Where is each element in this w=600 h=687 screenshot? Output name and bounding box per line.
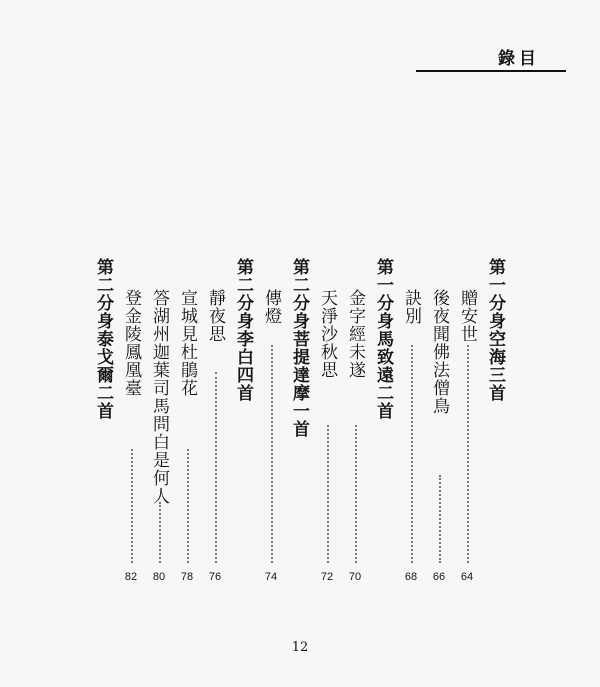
dot-leader [439,475,441,563]
toc-entry-text: 宣城見杜鵑花 [177,289,197,397]
toc-entry-text: 靜夜思 [205,289,225,343]
toc-page-number: 70 [348,571,362,583]
toc-entry-text: 傳燈 [261,289,281,325]
toc-page-number: 80 [152,571,166,583]
toc-page-number: 72 [320,571,334,583]
toc-page-number: 82 [124,571,138,583]
toc-entry-text: 金字經未遂 [345,289,365,379]
dot-leader [411,345,413,563]
dot-leader [215,372,217,563]
dot-leader [271,345,273,563]
page-number-footer: 12 [291,640,309,655]
dot-leader [159,502,161,563]
toc-entry-text: 答湖州迦葉司馬問白是何人 [149,289,169,505]
toc-page-number: 74 [264,571,278,583]
section-heading: 第二分身泰戈爾二首 [93,258,113,420]
section-heading: 第一分身空海三首 [485,258,505,402]
toc-page-number: 78 [180,571,194,583]
dot-leader [355,425,357,563]
dot-leader [467,345,469,563]
toc-entry-text: 贈安世 [457,289,477,343]
toc-title: 錄目 [498,49,540,69]
toc-entry-text: 登金陵鳳凰臺 [121,289,141,397]
toc-entry-text: 後夜聞佛法僧鳥 [429,289,449,415]
toc-page-number: 68 [404,571,418,583]
toc-entry-text: 天淨沙秋思 [317,289,337,379]
toc-page-number: 66 [432,571,446,583]
section-heading: 第一分身馬致遠二首 [373,258,393,420]
toc-page-number: 76 [208,571,222,583]
title-rule [416,70,566,72]
section-heading: 第二分身菩提達摩一首 [289,258,309,438]
dot-leader [327,425,329,563]
toc-page-number: 64 [460,571,474,583]
dot-leader [131,449,133,563]
section-heading: 第二分身李白四首 [233,258,253,402]
toc-entry-text: 訣別 [401,289,421,325]
dot-leader [187,449,189,563]
